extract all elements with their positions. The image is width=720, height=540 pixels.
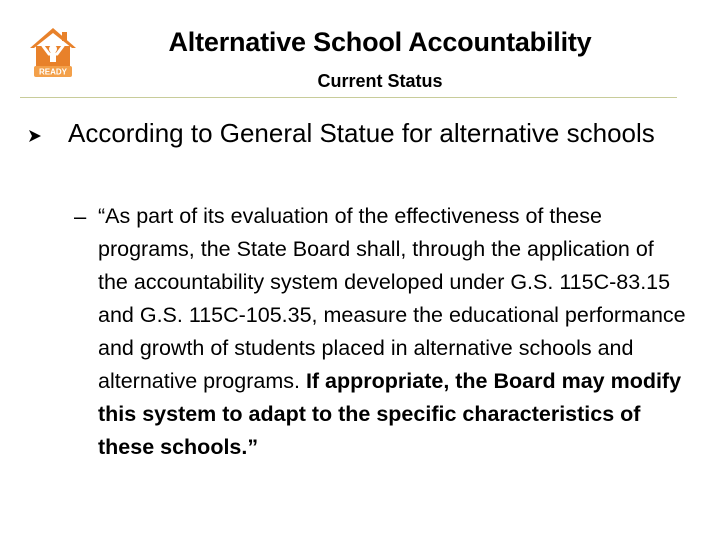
logo-text: READY [38,67,68,77]
ready-logo [28,24,78,80]
bullet-text: According to General Statue for alternative schools [68,118,655,148]
page-subtitle: Current Status [317,71,443,91]
page-title: Alternative School Accountability [168,27,592,57]
ready-logo-icon [28,24,78,80]
quote-text [98,200,688,464]
arrow-bullet-icon [28,129,42,143]
header-divider [20,97,677,98]
sub-bullet-dash: – [74,204,87,229]
quote-regular: “As part of its evaluation of the effectiveness of these programs, the State Board shall, through the application of the accountability system developed under G.S. 115C-83.15 and G.S. 115C-105.35, measure the educational performance and growth of students placed in alternative schools and alternative programs. [98,204,686,393]
quote-bold: If appropriate, the Board may modify this system to adapt to the specific characteristics of these schools.” [98,369,682,459]
